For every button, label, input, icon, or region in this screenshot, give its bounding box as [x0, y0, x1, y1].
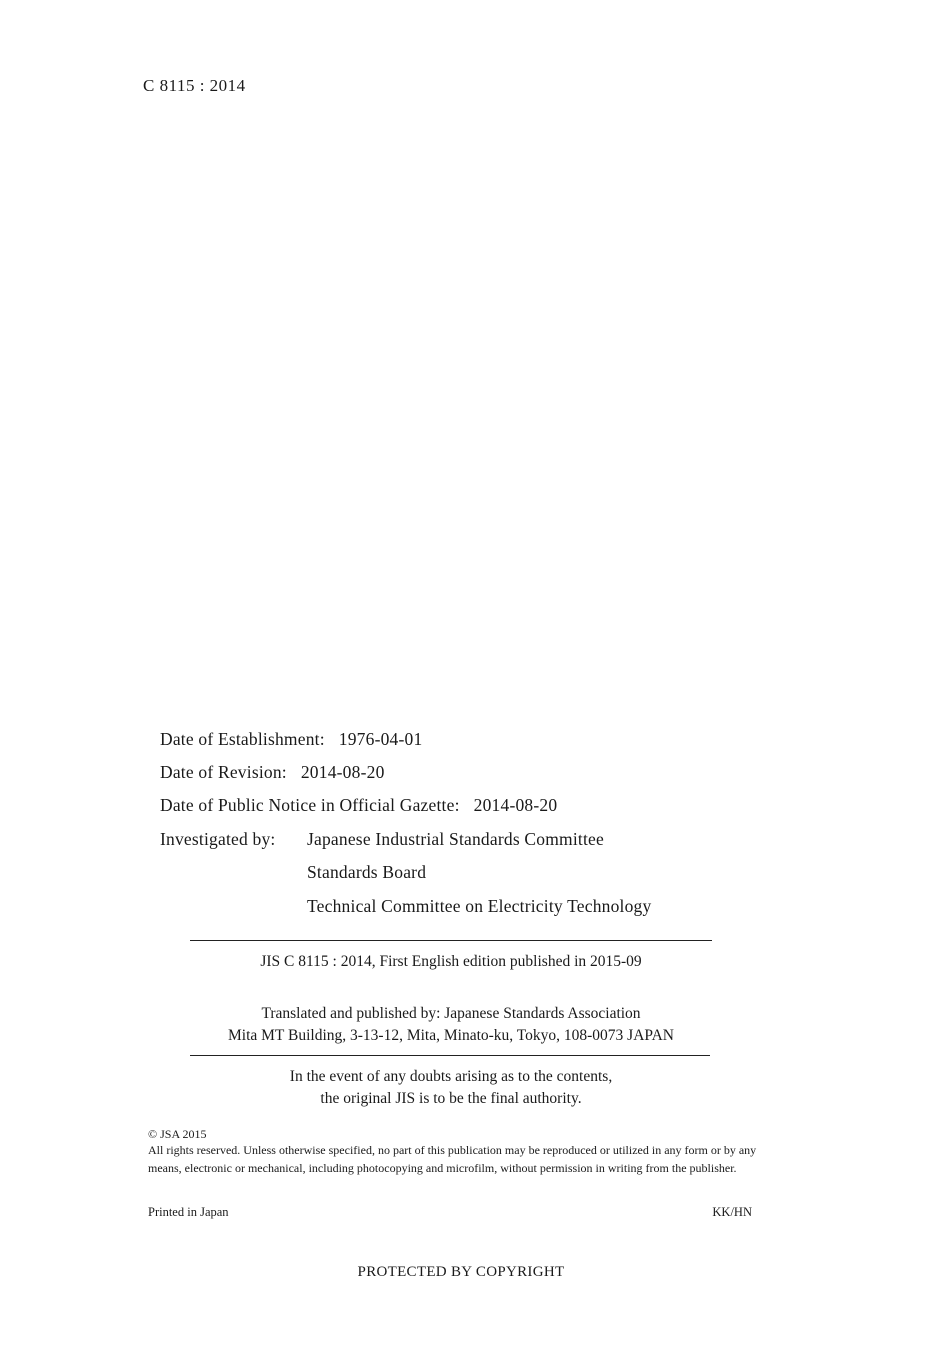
protected-by-copyright: PROTECTED BY COPYRIGHT	[357, 1264, 565, 1280]
investigating-body-board: Standards Board	[307, 862, 427, 882]
copyright-notice: © JSA 2015	[148, 1127, 207, 1141]
rights-statement: All rights reserved. Unless otherwise specified, no part of this publication may be reproduced or utilized in any form or by any means, electronic or mechanical, including photocopying and microfilm, without permission in writing from the publisher.	[148, 1143, 757, 1175]
divider-top	[190, 940, 712, 941]
investigating-body-committee: Japanese Industrial Standards Committee	[307, 829, 604, 849]
revision-value: 2014-08-20	[300, 762, 385, 782]
publisher-address: Mita MT Building, 3-13-12, Mita, Minato-ku, Tokyo, 108-0073 JAPAN	[228, 1027, 674, 1044]
revision-label: Date of Revision:	[160, 762, 287, 782]
edition-statement: JIS C 8115 : 2014, First English edition published in 2015-09	[260, 953, 642, 970]
authority-line-2: the original JIS is to be the final authority.	[320, 1090, 582, 1107]
editor-initials: KK/HN	[712, 1205, 752, 1219]
revision-row	[160, 762, 385, 783]
public-notice-label: Date of Public Notice in Official Gazette:	[160, 795, 460, 815]
public-notice-row	[160, 795, 557, 816]
authority-line-1: In the event of any doubts arising as to the contents,	[289, 1068, 613, 1085]
establishment-label: Date of Establishment:	[160, 729, 325, 749]
document-code: C 8115 : 2014	[143, 76, 246, 95]
footer-row	[148, 1205, 752, 1220]
publisher-line: Translated and published by: Japanese Standards Association	[261, 1005, 641, 1022]
divider-bottom	[190, 1055, 710, 1056]
public-notice-value: 2014-08-20	[473, 795, 558, 815]
investigated-by-label: Investigated by:	[160, 829, 276, 849]
investigating-body-technical-committee: Technical Committee on Electricity Technology	[307, 896, 652, 916]
printed-in-japan: Printed in Japan	[148, 1205, 229, 1219]
establishment-value: 1976-04-01	[338, 729, 423, 749]
establishment-row	[160, 729, 422, 750]
